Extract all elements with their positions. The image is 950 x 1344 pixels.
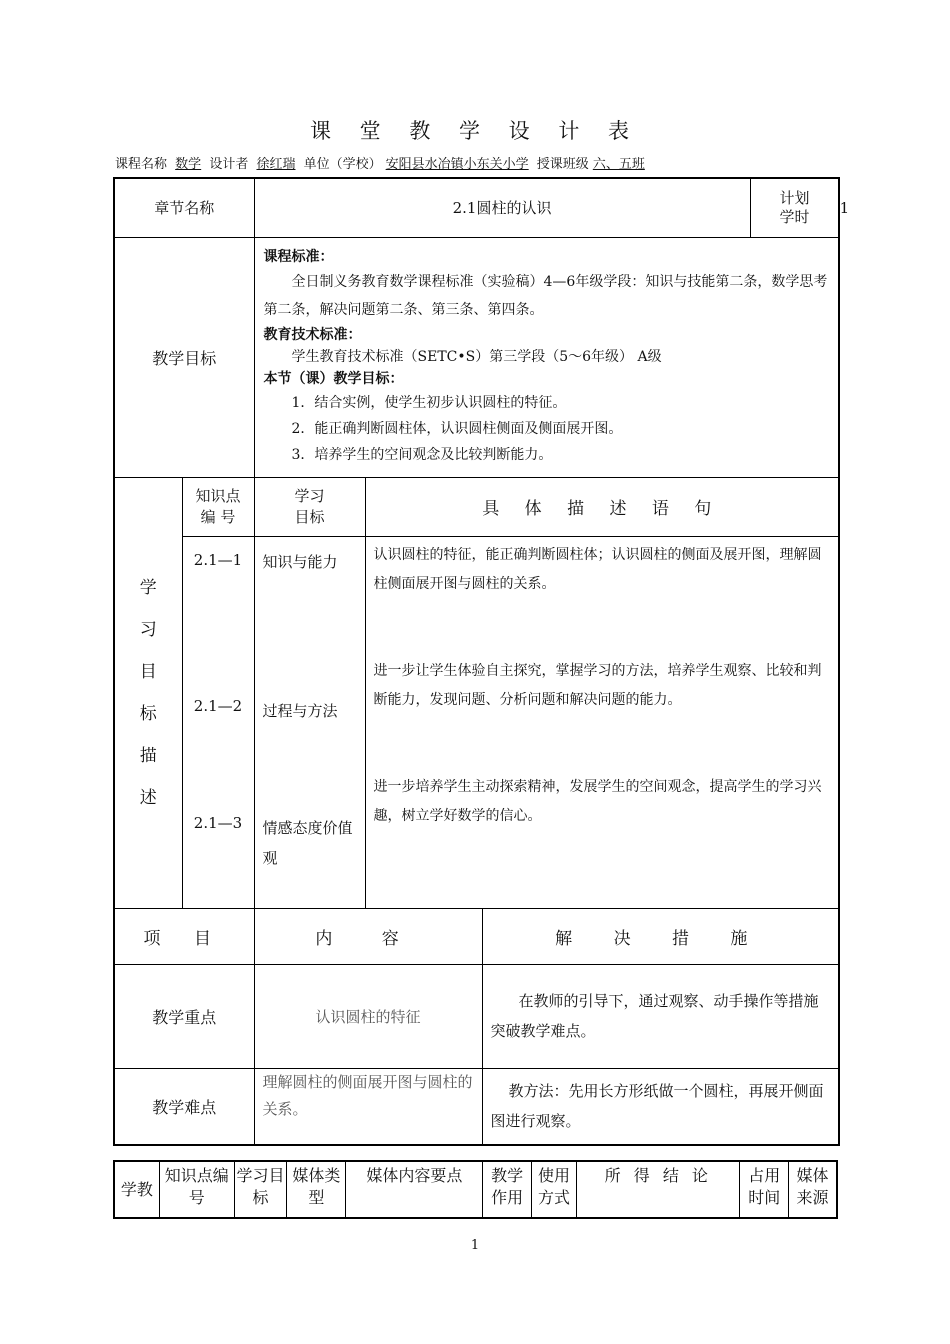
knowledge-id-column: [182, 536, 254, 908]
curriculum-text: 全日制义务教育数学课程标准（实验稿）4—6年级学段：知识与技能第二条，数学思考第二条，解决问题第二条、第三条、第四条。: [263, 273, 828, 318]
objective-item: 1．结合实例，使学生初步认识圆柱的特征。: [291, 394, 567, 411]
document-title: 课 堂 教 学 设 计 表: [309, 119, 641, 143]
knowledge-id: 2.1—1: [193, 550, 243, 569]
chapter-label: 章节名称: [114, 178, 254, 237]
col-measure: 解 决 措 施: [482, 908, 839, 964]
media-col-teach: 学教: [114, 1161, 159, 1218]
media-table: [113, 1160, 838, 1219]
course-value: 数学: [175, 157, 202, 172]
media-col-conclusion: 所 得 结 论: [577, 1161, 740, 1218]
course-label: 课程名称: [115, 157, 168, 172]
tech-text: 学生教育技术标准（SETC•S）第三学段（5～6年级） A级: [291, 348, 662, 365]
curriculum-heading: 课程标准：: [263, 248, 334, 265]
lesson-heading: 本节（课）教学目标：: [263, 370, 404, 387]
media-col-usage: 使用方式: [531, 1161, 576, 1218]
col-item: 项 目: [114, 908, 254, 964]
learning-goals-side-label: 学 习 目 标 描 述: [114, 477, 182, 908]
designer-value: 徐红瑞: [256, 157, 296, 172]
key-point-label: 教学重点: [114, 964, 254, 1068]
tech-heading: 教育技术标准：: [263, 326, 362, 343]
difficulty-content: 理解圆柱的侧面展开图与圆柱的关系。: [254, 1068, 482, 1145]
knowledge-id: 2.1—3: [193, 813, 243, 832]
unit-value: 安阳县水冶镇小东关小学: [385, 157, 529, 172]
col-content: 内 容: [254, 908, 482, 964]
learning-description: 进一步培养学生主动探索精神，发展学生的空间观念，提高学生的学习兴趣，树立学好数学的信心。: [373, 778, 822, 824]
media-col-media-points: 媒体内容要点: [346, 1161, 483, 1218]
objectives-content: [254, 237, 839, 477]
chapter-value: 2.1圆柱的认识: [254, 178, 750, 237]
key-point-measure: 在教师的引导下，通过观察、动手操作等措施突破教学难点。: [482, 964, 839, 1068]
class-label: 授课班级: [536, 157, 589, 172]
key-point-content: 认识圆柱的特征: [254, 964, 482, 1068]
difficulty-measure: 教方法：先用长方形纸做一个圆柱，再展开侧面图进行观察。: [482, 1068, 839, 1145]
learning-goal: 情感态度价值观: [262, 818, 353, 867]
col-knowledge-id: 知识点编 号: [182, 477, 254, 536]
learning-description: 进一步让学生体验自主探究，掌握学习的方法，培养学生观察、比较和判断能力，发现问题、分析问题和解决问题的能力。: [373, 662, 822, 708]
unit-label: 单位（学校）: [303, 157, 382, 172]
learning-description: 认识圆柱的特征，能正确判断圆柱体；认识圆柱的侧面及展开图，理解圆柱侧面展开图与圆柱的关系。: [373, 546, 822, 592]
learning-goal: 知识与能力: [262, 552, 338, 571]
col-description: 具 体 描 述 语 句: [365, 477, 839, 536]
objective-item: 3．培养学生的空间观念及比较判断能力。: [291, 446, 553, 463]
planned-hours-label: 计划学时: [750, 178, 839, 237]
media-col-knowledge-id: 知识点编 号: [159, 1161, 234, 1218]
objectives-label: 教学目标: [114, 237, 254, 477]
difficulty-label: 教学难点: [114, 1068, 254, 1145]
media-col-learning-goal: 学习目标: [234, 1161, 287, 1218]
learning-goal: 过程与方法: [262, 701, 338, 720]
learning-goal-column: [254, 536, 365, 908]
course-info-line: [115, 153, 649, 172]
lesson-design-table: 章节名称 2.1圆柱的认识 计划学时 1 教学目标 课程标准： 全日制义务教育数学课程标准（实验稿）4—6年级学段：知识与技能第二条，数学思考第二条，解决问题第二条、第三条、第四条。 教育技术标准： 学生教育技术标准（SETC•S）第三学段（5～6年级） A级 本节（课）教学目标： 1．结合实例，使学生初步认识圆柱的特征。 2．能正确判断圆柱体，认识圆柱侧面及侧面展开图。 3．培养学生的空间观念及比较判断能力。 学 习 目 标 描 述 知识点编 号 学习目标 具 体 描 述 语 句 2.1—1 2.1—2 2.1—3 知识与能力 过程与方法 情感态度价值观 认识圆柱的特征，能正确判断圆柱体；认识圆柱的侧面及展开图，理解圆柱侧面展开图与圆柱的关系。 进一步让学生体验自主探究，掌握学习的方法，培养学生观察、比较和判断能力，发现问题、分析问题和解决问题的能力。 进一步培养学生主动探索精神，发展学生的空间观念，提高学生的学习兴趣，树立学好数学的信心。 项 目 内 容 解 决 措 施 教学重点 认识圆柱的特征 在教师的引导下，通过观察、动手操作等措施突破教学难点。 教学难点 理解圆柱的侧面展开图与圆柱的关系。 教方法：先用长方形纸做一个圆柱，再展开侧面图进行观察。: [113, 177, 840, 1146]
objective-item: 2．能正确判断圆柱体，认识圆柱侧面及侧面展开图。: [291, 420, 623, 437]
knowledge-id: 2.1—2: [193, 696, 243, 715]
designer-label: 设计者: [209, 157, 249, 172]
media-col-time: 占用时间: [740, 1161, 788, 1218]
col-learning-goal: 学习目标: [254, 477, 365, 536]
media-col-teaching-role: 教学作用: [483, 1161, 531, 1218]
class-value: 六、五班: [592, 157, 645, 172]
description-column: [365, 536, 839, 908]
media-col-source: 媒体来源: [788, 1161, 837, 1218]
page-number: 1: [470, 1238, 480, 1253]
media-col-media-type: 媒体类型: [287, 1161, 346, 1218]
